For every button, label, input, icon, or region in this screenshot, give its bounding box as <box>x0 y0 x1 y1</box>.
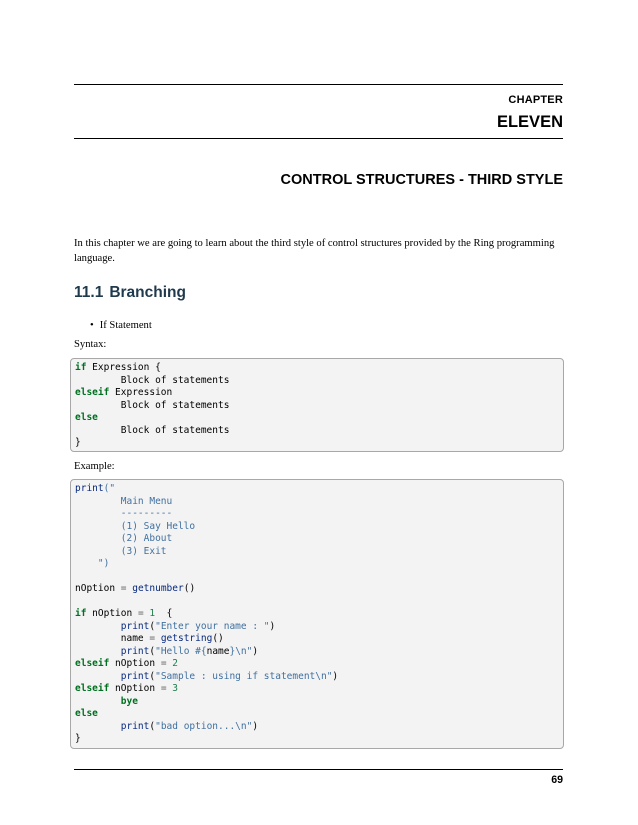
chapter-number: ELEVEN <box>496 113 563 131</box>
code-line <box>75 658 559 671</box>
code-token: } <box>75 437 81 448</box>
code-token: Main Menu <box>75 495 173 507</box>
code-token: Block of statements <box>75 374 230 386</box>
code-line <box>75 483 559 496</box>
code-token: ( <box>149 620 156 632</box>
code-line <box>75 733 559 746</box>
code-token: print <box>120 645 150 657</box>
code-line <box>75 646 559 659</box>
code-token: (1) Say Hello <box>75 520 196 532</box>
syntax-code-block <box>70 358 564 452</box>
code-token: "Sample : using if statement\n" <box>155 670 333 682</box>
code-line <box>75 425 559 438</box>
header-rule-top <box>74 84 563 85</box>
code-token: ) <box>252 645 259 657</box>
chapter-title: CONTROL STRUCTURES - THIRD STYLE <box>280 172 563 188</box>
code-line <box>75 721 559 734</box>
code-line <box>75 508 559 521</box>
code-token: Expression <box>109 387 173 398</box>
code-token: elseif <box>75 387 110 398</box>
code-line <box>75 533 559 546</box>
footer-rule <box>74 769 563 770</box>
code-token <box>75 721 121 732</box>
code-line <box>75 558 559 571</box>
code-line <box>75 696 559 709</box>
page-number: 69 <box>551 774 563 786</box>
code-line <box>75 596 559 609</box>
code-line <box>75 496 559 509</box>
code-token: ) <box>269 620 276 632</box>
intro-paragraph: In this chapter we are going to learn about the third style of control structures provided by the Ring programming language. <box>74 238 555 264</box>
code-line <box>75 708 559 721</box>
code-token: Block of statements <box>75 424 230 436</box>
code-token: Block of statements <box>75 399 230 411</box>
code-line <box>75 375 559 388</box>
code-token: if <box>75 362 87 373</box>
section-heading <box>74 284 186 302</box>
code-token: "Enter your name : " <box>155 620 270 632</box>
code-line <box>75 400 559 413</box>
code-token: = <box>160 683 167 694</box>
code-token: else <box>75 412 98 423</box>
code-token: if <box>75 608 87 619</box>
code-token: ( <box>149 720 156 732</box>
bullet-icon: • <box>90 320 94 331</box>
code-token: (3) Exit <box>75 545 167 557</box>
code-token: }\n" <box>229 645 253 657</box>
code-token: bye <box>120 695 138 707</box>
section-number: 11.1 <box>74 284 104 301</box>
code-token: (" <box>103 483 116 494</box>
code-line <box>75 633 559 646</box>
code-token: print <box>120 720 150 732</box>
code-token: nOption <box>109 683 161 694</box>
code-token: ( <box>149 645 156 657</box>
code-token: = <box>149 633 156 644</box>
code-token <box>75 696 121 707</box>
syntax-label: Syntax: <box>74 339 107 350</box>
code-token: elseif <box>75 658 110 669</box>
code-token <box>75 671 121 682</box>
code-token: getnumber <box>132 583 184 594</box>
code-token: () <box>212 633 224 644</box>
chapter-label: CHAPTER <box>508 94 563 106</box>
code-token: elseif <box>75 683 110 694</box>
code-token <box>75 646 121 657</box>
code-token: ) <box>332 670 339 682</box>
code-line <box>75 437 559 450</box>
code-line <box>75 571 559 584</box>
code-token: = <box>137 608 144 619</box>
code-token: 3 <box>172 683 179 694</box>
code-token: } <box>75 733 81 744</box>
code-token <box>75 621 121 632</box>
code-token: getstring <box>160 633 213 644</box>
code-line <box>75 387 559 400</box>
code-line <box>75 683 559 696</box>
code-token: (2) About <box>75 533 173 544</box>
example-code-block <box>70 479 564 749</box>
code-line <box>75 608 559 621</box>
code-token: = <box>120 583 127 594</box>
code-token: print <box>75 483 104 494</box>
code-token: "Hello #{ <box>155 645 207 657</box>
code-token: else <box>75 708 98 719</box>
code-token: ") <box>75 558 110 569</box>
code-token: ( <box>149 670 156 682</box>
code-line <box>75 583 559 596</box>
code-token: nOption <box>75 583 121 594</box>
code-token: "bad option...\n" <box>155 720 253 732</box>
code-token: () <box>183 583 196 594</box>
code-line <box>75 671 559 684</box>
header-rule-bottom <box>74 138 563 139</box>
code-token: 1 <box>149 608 156 619</box>
code-line <box>75 521 559 534</box>
code-token: --------- <box>75 508 173 519</box>
section-title: Branching <box>109 284 186 301</box>
code-line <box>75 621 559 634</box>
code-token: = <box>160 658 167 669</box>
bullet-text: If Statement <box>99 320 152 331</box>
bullet-item <box>90 320 152 331</box>
code-token: nOption <box>86 608 138 619</box>
code-token: name <box>206 645 230 657</box>
code-token: name <box>75 633 150 644</box>
code-token: 2 <box>172 658 179 669</box>
code-token: { <box>155 608 173 619</box>
code-token: print <box>120 670 150 682</box>
code-token: ) <box>252 720 259 732</box>
code-line <box>75 362 559 375</box>
code-token: nOption <box>109 658 161 669</box>
example-label: Example: <box>74 461 115 472</box>
code-line <box>75 546 559 559</box>
code-token: print <box>120 620 150 632</box>
code-token: Expression { <box>86 362 161 373</box>
code-line <box>75 412 559 425</box>
